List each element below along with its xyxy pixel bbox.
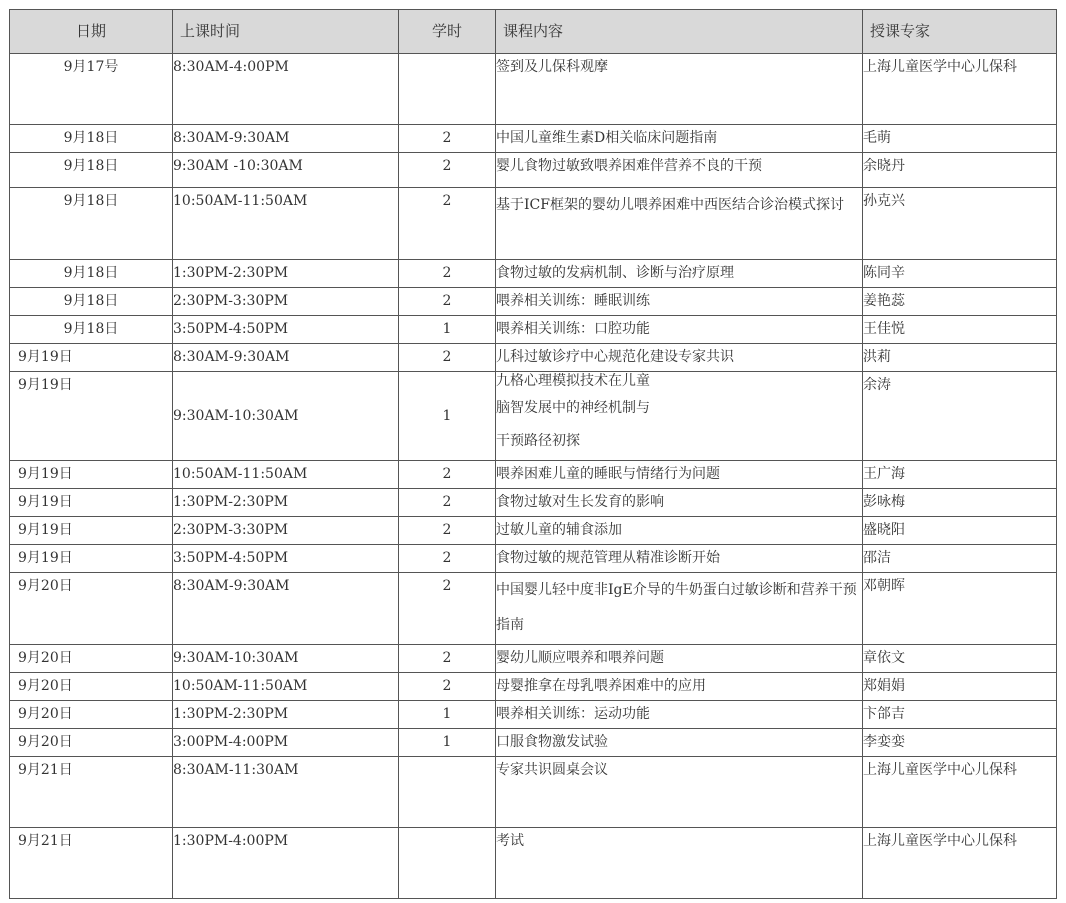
table-header-row [10, 10, 1057, 54]
cell-date: 9月20日 [10, 701, 173, 729]
table-row [10, 573, 1057, 645]
cell-hours: 2 [399, 153, 496, 188]
cell-content: 专家共识圆桌会议 [496, 757, 863, 828]
cell-hours [399, 757, 496, 828]
cell-time: 2:30PM-3:30PM [173, 517, 399, 545]
table-row [10, 701, 1057, 729]
cell-hours: 2 [399, 344, 496, 372]
header-hours: 学时 [399, 10, 496, 54]
cell-time: 3:50PM-4:50PM [173, 316, 399, 344]
cell-time: 8:30AM-9:30AM [173, 125, 399, 153]
cell-date: 9月20日 [10, 573, 173, 645]
cell-date: 9月19日 [10, 545, 173, 573]
table-row [10, 260, 1057, 288]
cell-time: 8:30AM-9:30AM [173, 344, 399, 372]
cell-date: 9月17号 [10, 54, 173, 125]
cell-content: 婴幼儿顺应喂养和喂养问题 [496, 645, 863, 673]
cell-content: 儿科过敏诊疗中心规范化建设专家共识 [496, 344, 863, 372]
cell-hours: 2 [399, 645, 496, 673]
cell-date: 9月18日 [10, 153, 173, 188]
cell-expert: 余涛 [863, 372, 1057, 461]
cell-expert: 上海儿童医学中心儿保科 [863, 828, 1057, 899]
cell-time: 9:30AM-10:30AM [173, 645, 399, 673]
table-row [10, 828, 1057, 899]
table-row [10, 54, 1057, 125]
cell-hours: 2 [399, 573, 496, 645]
cell-hours: 2 [399, 188, 496, 260]
cell-hours: 2 [399, 673, 496, 701]
cell-content: 食物过敏的发病机制、诊断与治疗原理 [496, 260, 863, 288]
cell-content: 婴儿食物过敏致喂养困难伴营养不良的干预 [496, 153, 863, 188]
table-row [10, 153, 1057, 188]
cell-expert: 洪莉 [863, 344, 1057, 372]
table-row [10, 489, 1057, 517]
cell-date: 9月20日 [10, 645, 173, 673]
cell-hours: 2 [399, 461, 496, 489]
cell-hours: 2 [399, 489, 496, 517]
cell-content: 食物过敏的规范管理从精准诊断开始 [496, 545, 863, 573]
cell-date: 9月20日 [10, 673, 173, 701]
cell-date: 9月18日 [10, 125, 173, 153]
cell-time: 10:50AM-11:50AM [173, 461, 399, 489]
cell-hours [399, 828, 496, 899]
cell-expert: 孙克兴 [863, 188, 1057, 260]
cell-time: 10:50AM-11:50AM [173, 188, 399, 260]
cell-time: 1:30PM-2:30PM [173, 701, 399, 729]
cell-hours: 1 [399, 729, 496, 757]
cell-time: 2:30PM-3:30PM [173, 288, 399, 316]
cell-date: 9月18日 [10, 260, 173, 288]
cell-content: 中国婴儿轻中度非IgE介导的牛奶蛋白过敏诊断和营养干预指南 [496, 573, 863, 645]
cell-date: 9月18日 [10, 316, 173, 344]
cell-hours: 1 [399, 316, 496, 344]
cell-time: 1:30PM-2:30PM [173, 489, 399, 517]
cell-time: 1:30PM-2:30PM [173, 260, 399, 288]
cell-date: 9月19日 [10, 461, 173, 489]
cell-time: 3:00PM-4:00PM [173, 729, 399, 757]
content-line: 九格心理模拟技术在儿童 [496, 373, 650, 389]
cell-time: 1:30PM-4:00PM [173, 828, 399, 899]
cell-time: 10:50AM-11:50AM [173, 673, 399, 701]
header-date: 日期 [10, 10, 173, 54]
cell-hours: 2 [399, 125, 496, 153]
cell-expert: 邵洁 [863, 545, 1057, 573]
cell-time: 9:30AM -10:30AM [173, 153, 399, 188]
table-row [10, 188, 1057, 260]
table-row [10, 288, 1057, 316]
cell-date: 9月19日 [10, 344, 173, 372]
cell-content: 考试 [496, 828, 863, 899]
cell-content: 食物过敏对生长发育的影响 [496, 489, 863, 517]
table-row [10, 125, 1057, 153]
cell-expert: 王佳悦 [863, 316, 1057, 344]
table-row [10, 517, 1057, 545]
cell-date: 9月19日 [10, 372, 173, 461]
cell-date: 9月19日 [10, 517, 173, 545]
cell-date: 9月19日 [10, 489, 173, 517]
cell-hours: 1 [399, 701, 496, 729]
cell-time: 3:50PM-4:50PM [173, 545, 399, 573]
content-line: 干预路径初探 [496, 433, 580, 449]
table-row [10, 673, 1057, 701]
cell-content: 基于ICF框架的婴幼儿喂养困难中西医结合诊治模式探讨 [496, 188, 863, 260]
table-row [10, 645, 1057, 673]
cell-content: 喂养相关训练：运动功能 [496, 701, 863, 729]
cell-date: 9月18日 [10, 288, 173, 316]
course-schedule-table [9, 9, 1057, 899]
cell-hours: 2 [399, 545, 496, 573]
cell-expert: 章依文 [863, 645, 1057, 673]
table-row [10, 344, 1057, 372]
table-row [10, 316, 1057, 344]
cell-content: 喂养相关训练：口腔功能 [496, 316, 863, 344]
table-row [10, 729, 1057, 757]
cell-expert: 姜艳蕊 [863, 288, 1057, 316]
header-time: 上课时间 [173, 10, 399, 54]
cell-time: 8:30AM-4:00PM [173, 54, 399, 125]
content-line: 脑智发展中的神经机制与 [496, 400, 650, 416]
cell-hours: 2 [399, 260, 496, 288]
cell-content: 喂养相关训练：睡眠训练 [496, 288, 863, 316]
cell-expert: 上海儿童医学中心儿保科 [863, 54, 1057, 125]
cell-hours: 2 [399, 288, 496, 316]
cell-date: 9月20日 [10, 729, 173, 757]
cell-content: 母婴推拿在母乳喂养困难中的应用 [496, 673, 863, 701]
cell-content: 喂养困难儿童的睡眠与情绪行为问题 [496, 461, 863, 489]
cell-time: 8:30AM-9:30AM [173, 573, 399, 645]
header-expert: 授课专家 [863, 10, 1057, 54]
cell-expert: 郑娟娟 [863, 673, 1057, 701]
cell-content: 口服食物激发试验 [496, 729, 863, 757]
cell-expert: 李娈娈 [863, 729, 1057, 757]
cell-expert: 王广海 [863, 461, 1057, 489]
cell-expert: 盛晓阳 [863, 517, 1057, 545]
cell-content: 中国儿童维生素D相关临床问题指南 [496, 125, 863, 153]
cell-expert: 彭咏梅 [863, 489, 1057, 517]
cell-hours: 2 [399, 517, 496, 545]
cell-content: 签到及儿保科观摩 [496, 54, 863, 125]
cell-expert: 余晓丹 [863, 153, 1057, 188]
cell-hours: 1 [399, 372, 496, 461]
cell-expert: 上海儿童医学中心儿保科 [863, 757, 1057, 828]
cell-expert: 毛萌 [863, 125, 1057, 153]
cell-time: 8:30AM-11:30AM [173, 757, 399, 828]
header-content: 课程内容 [496, 10, 863, 54]
cell-expert: 陈同辛 [863, 260, 1057, 288]
table-row [10, 461, 1057, 489]
table-row [10, 545, 1057, 573]
cell-date: 9月18日 [10, 188, 173, 260]
table-row [10, 757, 1057, 828]
cell-expert: 卞郃吉 [863, 701, 1057, 729]
cell-expert: 邓朝晖 [863, 573, 1057, 645]
cell-content [496, 372, 863, 461]
cell-content: 过敏儿童的辅食添加 [496, 517, 863, 545]
cell-hours [399, 54, 496, 125]
cell-time: 9:30AM-10:30AM [173, 372, 399, 461]
cell-date: 9月21日 [10, 828, 173, 899]
cell-date: 9月21日 [10, 757, 173, 828]
table-row [10, 372, 1057, 461]
